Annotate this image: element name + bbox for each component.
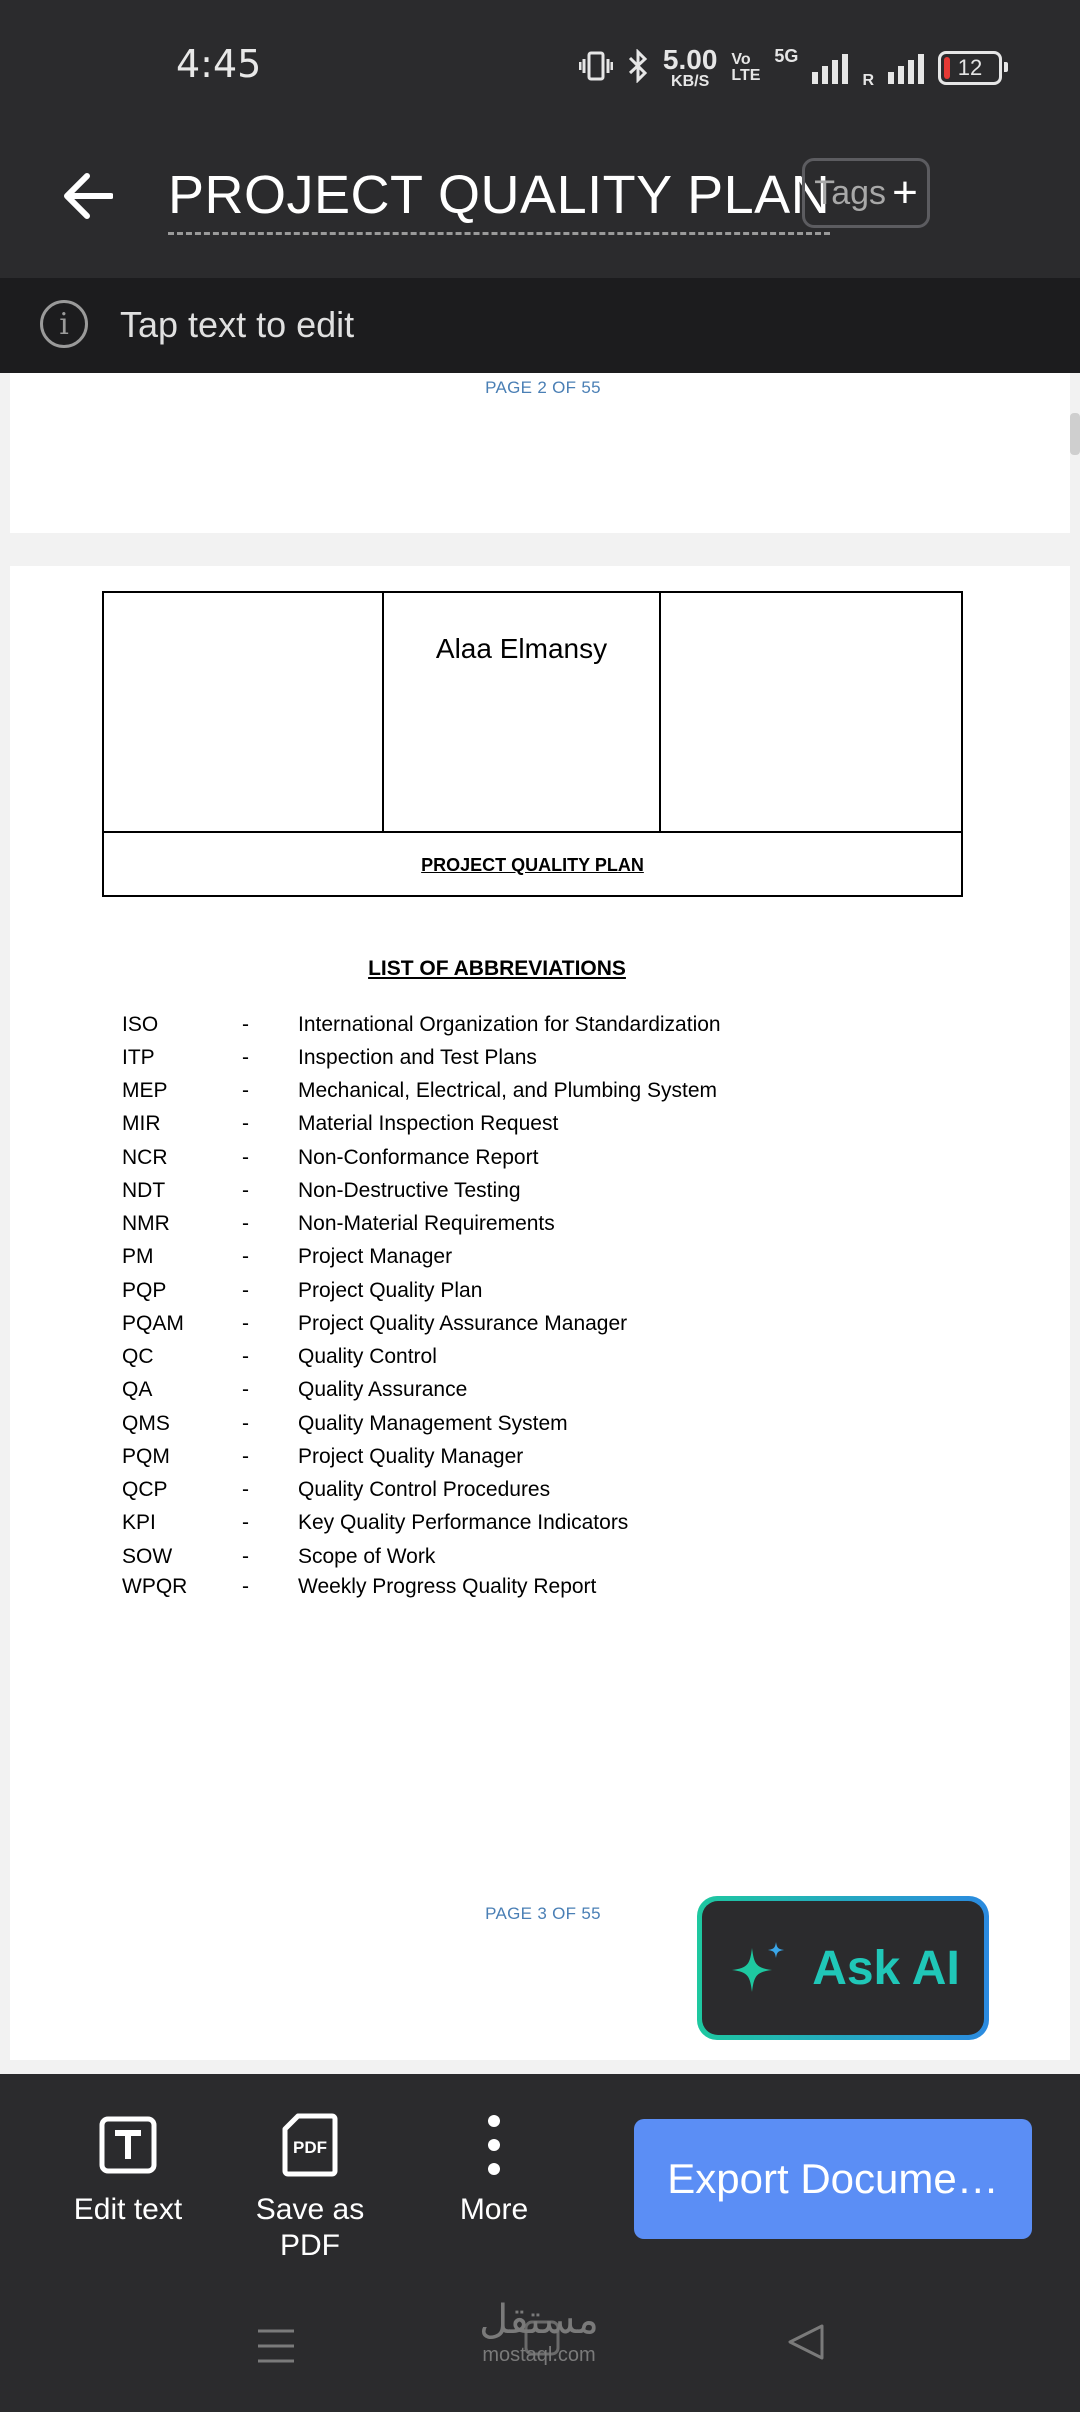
ask-ai-label: Ask AI bbox=[812, 1941, 960, 1995]
abbreviation-meaning[interactable]: International Organization for Standardization bbox=[298, 1013, 721, 1036]
abbreviation-code[interactable]: NDT bbox=[122, 1179, 166, 1202]
more-vertical-icon bbox=[484, 2113, 504, 2177]
sparkle-icon bbox=[726, 1936, 790, 2000]
abbreviation-dash: - bbox=[242, 1511, 249, 1534]
tags-label: Tags bbox=[814, 173, 887, 212]
back-button[interactable] bbox=[56, 164, 120, 228]
page-label-previous: PAGE 2 OF 55 bbox=[485, 378, 601, 397]
abbreviation-code[interactable]: WPQR bbox=[122, 1575, 188, 1598]
abbreviation-code[interactable]: MEP bbox=[122, 1079, 168, 1102]
edit-text-label: Edit text bbox=[73, 2193, 183, 2226]
bluetooth-icon bbox=[627, 49, 649, 88]
signature-name[interactable]: Alaa Elmansy bbox=[435, 633, 608, 664]
abbreviation-code[interactable]: QC bbox=[122, 1345, 154, 1368]
abbreviation-dash: - bbox=[242, 1575, 249, 1598]
abbreviation-code[interactable]: PQM bbox=[122, 1445, 170, 1468]
abbreviation-code[interactable]: MIR bbox=[122, 1112, 161, 1135]
abbreviation-code[interactable]: PQAM bbox=[122, 1312, 184, 1335]
menu-icon bbox=[256, 2326, 296, 2366]
watermark-arabic: مستقل bbox=[479, 2297, 599, 2343]
network-type: 5G bbox=[774, 46, 799, 66]
abbreviation-code[interactable]: ITP bbox=[122, 1046, 155, 1069]
abbreviation-meaning[interactable]: Project Quality Assurance Manager bbox=[298, 1312, 628, 1335]
abbreviation-code[interactable]: KPI bbox=[122, 1511, 156, 1534]
ask-ai-inner bbox=[702, 1901, 984, 2035]
status-icons bbox=[579, 46, 1002, 90]
abbreviation-dash: - bbox=[242, 1146, 249, 1169]
battery-icon: 12 bbox=[938, 51, 1002, 85]
network-speed: 5.00 KB/S bbox=[662, 44, 718, 90]
export-document-button[interactable]: Export Docume… bbox=[634, 2119, 1032, 2239]
abbreviation-meaning[interactable]: Quality Management System bbox=[298, 1412, 568, 1435]
abbreviation-meaning[interactable]: Project Manager bbox=[298, 1245, 453, 1268]
signature-table-footer[interactable]: PROJECT QUALITY PLAN bbox=[421, 854, 644, 875]
abbreviation-dash: - bbox=[242, 1279, 249, 1302]
signal-icon-2 bbox=[888, 52, 924, 84]
abbreviation-meaning[interactable]: Weekly Progress Quality Report bbox=[298, 1575, 597, 1598]
abbreviation-meaning[interactable]: Quality Assurance bbox=[298, 1378, 468, 1401]
ask-ai-button[interactable] bbox=[697, 1896, 989, 2040]
info-icon: i bbox=[40, 300, 88, 348]
abbreviation-dash: - bbox=[242, 1545, 249, 1568]
edit-hint-text: Tap text to edit bbox=[120, 304, 355, 345]
abbreviation-dash: - bbox=[242, 1412, 249, 1435]
abbreviation-dash: - bbox=[242, 1478, 249, 1501]
abbreviation-dash: - bbox=[242, 1345, 249, 1368]
abbreviation-meaning[interactable]: Non-Destructive Testing bbox=[298, 1179, 521, 1202]
abbreviation-meaning[interactable]: Non-Material Requirements bbox=[298, 1212, 555, 1235]
tags-button[interactable] bbox=[802, 158, 930, 228]
abbreviation-code[interactable]: QMS bbox=[122, 1412, 170, 1435]
abbreviation-meaning[interactable]: Material Inspection Request bbox=[298, 1112, 559, 1135]
abbreviation-code[interactable]: PQP bbox=[122, 1279, 167, 1302]
edit-text-icon bbox=[99, 2116, 157, 2174]
scrollbar-thumb[interactable] bbox=[1070, 413, 1080, 455]
svg-text:PDF: PDF bbox=[293, 2138, 327, 2157]
arrow-left-icon bbox=[63, 173, 113, 219]
abbreviation-meaning[interactable]: Scope of Work bbox=[298, 1545, 436, 1568]
document-title[interactable]: PROJECT QUALITY PLAN bbox=[168, 164, 830, 235]
abbreviation-code[interactable]: QA bbox=[122, 1378, 153, 1401]
watermark-domain: mostaql.com bbox=[482, 2344, 596, 2366]
more-label: More bbox=[459, 2193, 529, 2226]
signature-cell-3[interactable] bbox=[661, 593, 961, 831]
abbreviation-code[interactable]: PM bbox=[122, 1245, 154, 1268]
signature-row bbox=[104, 593, 961, 833]
abbreviation-dash: - bbox=[242, 1013, 249, 1036]
abbreviation-meaning[interactable]: Quality Control bbox=[298, 1345, 437, 1368]
triangle-back-icon bbox=[786, 2322, 826, 2362]
abbreviation-dash: - bbox=[242, 1179, 249, 1202]
plus-icon: + bbox=[892, 168, 918, 217]
abbreviation-meaning[interactable]: Project Quality Plan bbox=[298, 1279, 483, 1302]
abbreviation-code[interactable]: NCR bbox=[122, 1146, 168, 1169]
volte-indicator: Vo LTE bbox=[731, 51, 761, 84]
abbreviation-dash: - bbox=[242, 1312, 249, 1335]
abbreviation-dash: - bbox=[242, 1378, 249, 1401]
more-button[interactable] bbox=[404, 2104, 584, 2228]
abbreviation-dash: - bbox=[242, 1445, 249, 1468]
abbreviation-dash: - bbox=[242, 1079, 249, 1102]
abbreviation-meaning[interactable]: Mechanical, Electrical, and Plumbing System bbox=[298, 1079, 718, 1102]
signature-table bbox=[102, 591, 963, 897]
status-time: 4:45 bbox=[176, 42, 262, 86]
abbreviation-dash: - bbox=[242, 1212, 249, 1235]
battery-level-fill bbox=[944, 57, 950, 79]
abbreviation-meaning[interactable]: Non-Conformance Report bbox=[298, 1146, 539, 1169]
abbreviation-code[interactable]: ISO bbox=[122, 1013, 159, 1036]
abbreviation-dash: - bbox=[242, 1245, 249, 1268]
top-app-bar bbox=[0, 0, 1080, 278]
edit-text-button[interactable] bbox=[38, 2104, 218, 2228]
save-as-pdf-button[interactable] bbox=[220, 2104, 400, 2264]
abbreviation-code[interactable]: NMR bbox=[122, 1212, 170, 1235]
signal-icon bbox=[812, 52, 848, 84]
nav-recents-button[interactable] bbox=[256, 2326, 296, 2371]
signature-cell-1[interactable] bbox=[104, 593, 384, 831]
abbreviation-code[interactable]: SOW bbox=[122, 1545, 173, 1568]
abbreviation-meaning[interactable]: Inspection and Test Plans bbox=[298, 1046, 537, 1069]
abbreviation-dash: - bbox=[242, 1112, 249, 1135]
page-label-current: PAGE 3 OF 55 bbox=[485, 1904, 601, 1923]
roaming-indicator: R bbox=[862, 72, 874, 89]
vibrate-icon bbox=[579, 51, 613, 86]
abbreviation-meaning[interactable]: Project Quality Manager bbox=[298, 1445, 524, 1468]
signature-cell-2[interactable] bbox=[384, 593, 661, 831]
abbreviation-dash: - bbox=[242, 1046, 249, 1069]
pdf-file-icon bbox=[282, 2113, 338, 2177]
nav-back-button[interactable] bbox=[786, 2322, 826, 2367]
abbreviation-meaning[interactable]: Key Quality Performance Indicators bbox=[298, 1511, 629, 1534]
abbreviations-heading[interactable]: LIST OF ABBREVIATIONS bbox=[368, 957, 626, 980]
save-as-pdf-label: Save as PDF bbox=[255, 2193, 365, 2262]
abbreviation-code[interactable]: QCP bbox=[122, 1478, 168, 1501]
watermark bbox=[464, 2297, 614, 2367]
abbreviation-meaning[interactable]: Quality Control Procedures bbox=[298, 1478, 551, 1501]
